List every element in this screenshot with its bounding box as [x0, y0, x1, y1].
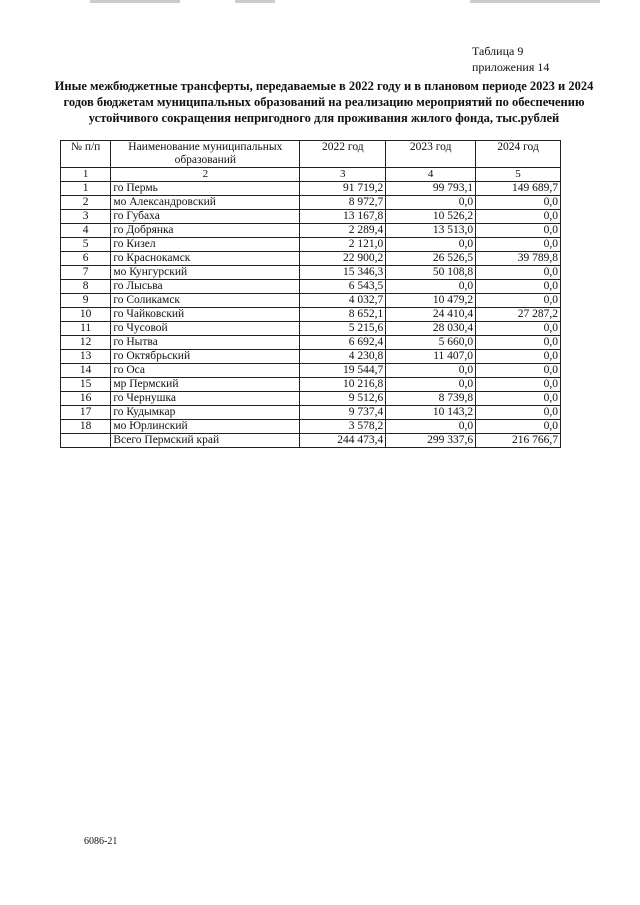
value-2022: 15 346,3: [300, 266, 386, 280]
value-2023: 0,0: [386, 238, 476, 252]
municipality-name: го Чусовой: [111, 322, 300, 336]
table-header-row: [61, 141, 561, 168]
value-2022: 3 578,2: [300, 420, 386, 434]
municipality-name: го Чернушка: [111, 392, 300, 406]
value-2022: 6 543,5: [300, 280, 386, 294]
value-2024: 0,0: [476, 406, 561, 420]
table-row: [61, 392, 561, 406]
row-number: 1: [61, 182, 111, 196]
table-row: [61, 364, 561, 378]
header-2024: 2024 год: [476, 141, 561, 168]
value-2024: 0,0: [476, 196, 561, 210]
table-reference: [472, 43, 549, 75]
table-row: [61, 252, 561, 266]
column-number: 3: [300, 168, 386, 182]
value-2024: 0,0: [476, 280, 561, 294]
row-number: 4: [61, 224, 111, 238]
municipality-name: мо Александровский: [111, 196, 300, 210]
row-number: 12: [61, 336, 111, 350]
table-row: [61, 238, 561, 252]
value-2023: 28 030,4: [386, 322, 476, 336]
column-number: 5: [476, 168, 561, 182]
value-2023: 26 526,5: [386, 252, 476, 266]
municipality-name: го Лысьва: [111, 280, 300, 294]
value-2022: 2 121,0: [300, 238, 386, 252]
municipality-name: го Губаха: [111, 210, 300, 224]
value-2024: 0,0: [476, 210, 561, 224]
value-2022: 91 719,2: [300, 182, 386, 196]
value-2022: 13 167,8: [300, 210, 386, 224]
municipality-name: го Соликамск: [111, 294, 300, 308]
value-2023: 8 739,8: [386, 392, 476, 406]
value-2024: 0,0: [476, 294, 561, 308]
total-2023: 299 337,6: [386, 434, 476, 448]
transfers-table: [60, 140, 561, 448]
value-2022: 4 230,8: [300, 350, 386, 364]
value-2024: 27 287,2: [476, 308, 561, 322]
table-row: [61, 280, 561, 294]
scan-artifact: [470, 0, 600, 3]
value-2023: 10 143,2: [386, 406, 476, 420]
row-number: 17: [61, 406, 111, 420]
row-number: 11: [61, 322, 111, 336]
document-code: 6086-21: [84, 836, 118, 847]
table-row: [61, 266, 561, 280]
municipality-name: го Краснокамск: [111, 252, 300, 266]
row-number: 14: [61, 364, 111, 378]
value-2022: 4 032,7: [300, 294, 386, 308]
header-number: № п/п: [61, 141, 111, 168]
value-2024: 0,0: [476, 336, 561, 350]
value-2024: 0,0: [476, 238, 561, 252]
total-2024: 216 766,7: [476, 434, 561, 448]
value-2023: 10 479,2: [386, 294, 476, 308]
value-2024: 0,0: [476, 364, 561, 378]
row-number: 13: [61, 350, 111, 364]
table-row: [61, 308, 561, 322]
total-number-cell: [61, 434, 111, 448]
row-number: 8: [61, 280, 111, 294]
total-label: Всего Пермский край: [111, 434, 300, 448]
table-row: [61, 196, 561, 210]
table-row: [61, 420, 561, 434]
value-2023: 10 526,2: [386, 210, 476, 224]
municipality-name: го Нытва: [111, 336, 300, 350]
table-row: [61, 294, 561, 308]
municipality-name: го Кизел: [111, 238, 300, 252]
header-2022: 2022 год: [300, 141, 386, 168]
row-number: 7: [61, 266, 111, 280]
municipality-name: го Кудымкар: [111, 406, 300, 420]
value-2022: 5 215,6: [300, 322, 386, 336]
table-row: [61, 350, 561, 364]
municipality-name: мо Кунгурский: [111, 266, 300, 280]
value-2024: 0,0: [476, 322, 561, 336]
municipality-name: го Чайковский: [111, 308, 300, 322]
column-number: 4: [386, 168, 476, 182]
value-2024: 39 789,8: [476, 252, 561, 266]
value-2024: 0,0: [476, 266, 561, 280]
scan-artifact: [235, 0, 275, 3]
column-number: 2: [111, 168, 300, 182]
row-number: 16: [61, 392, 111, 406]
row-number: 9: [61, 294, 111, 308]
table-row: [61, 336, 561, 350]
value-2022: 8 972,7: [300, 196, 386, 210]
value-2023: 0,0: [386, 420, 476, 434]
row-number: 6: [61, 252, 111, 266]
table-row: [61, 210, 561, 224]
value-2022: 19 544,7: [300, 364, 386, 378]
column-number: 1: [61, 168, 111, 182]
value-2024: 0,0: [476, 350, 561, 364]
table-row: [61, 322, 561, 336]
value-2024: 0,0: [476, 420, 561, 434]
row-number: 3: [61, 210, 111, 224]
document-title: Иные межбюджетные трансферты, передаваемые в 2022 году и в плановом периоде 2023 и 2024 годов бюджетам муниципальных образований на реализацию мероприятий по обеспечению устойчивого сокращения непригодного для проживания жилого фонда, тыс.рублей: [54, 79, 594, 125]
value-2023: 5 660,0: [386, 336, 476, 350]
municipality-name: го Оса: [111, 364, 300, 378]
value-2022: 9 512,6: [300, 392, 386, 406]
table-row: [61, 378, 561, 392]
value-2023: 13 513,0: [386, 224, 476, 238]
value-2024: 149 689,7: [476, 182, 561, 196]
municipality-name: го Пермь: [111, 182, 300, 196]
municipality-name: го Добрянка: [111, 224, 300, 238]
value-2022: 2 289,4: [300, 224, 386, 238]
row-number: 18: [61, 420, 111, 434]
total-2022: 244 473,4: [300, 434, 386, 448]
row-number: 10: [61, 308, 111, 322]
table-row: [61, 224, 561, 238]
scan-artifact: [90, 0, 180, 3]
value-2023: 99 793,1: [386, 182, 476, 196]
row-number: 5: [61, 238, 111, 252]
row-number: 2: [61, 196, 111, 210]
table-number: Таблица 9: [472, 44, 524, 58]
table-row: [61, 406, 561, 420]
value-2022: 8 652,1: [300, 308, 386, 322]
value-2023: 24 410,4: [386, 308, 476, 322]
value-2022: 10 216,8: [300, 378, 386, 392]
table-body: [61, 182, 561, 434]
municipality-name: мо Юрлинский: [111, 420, 300, 434]
value-2023: 0,0: [386, 378, 476, 392]
value-2023: 0,0: [386, 280, 476, 294]
appendix-number: приложения 14: [472, 60, 550, 74]
value-2024: 0,0: [476, 378, 561, 392]
column-numbers-row: [61, 168, 561, 182]
row-number: 15: [61, 378, 111, 392]
value-2024: 0,0: [476, 392, 561, 406]
header-municipality: Наименование муниципальных образований: [111, 141, 300, 168]
value-2023: 0,0: [386, 196, 476, 210]
value-2023: 11 407,0: [386, 350, 476, 364]
municipality-name: мр Пермский: [111, 378, 300, 392]
table-row: [61, 182, 561, 196]
municipality-name: го Октябрьский: [111, 350, 300, 364]
header-2023: 2023 год: [386, 141, 476, 168]
value-2023: 0,0: [386, 364, 476, 378]
value-2022: 6 692,4: [300, 336, 386, 350]
value-2024: 0,0: [476, 224, 561, 238]
value-2023: 50 108,8: [386, 266, 476, 280]
total-row: [61, 434, 561, 448]
value-2022: 9 737,4: [300, 406, 386, 420]
value-2022: 22 900,2: [300, 252, 386, 266]
